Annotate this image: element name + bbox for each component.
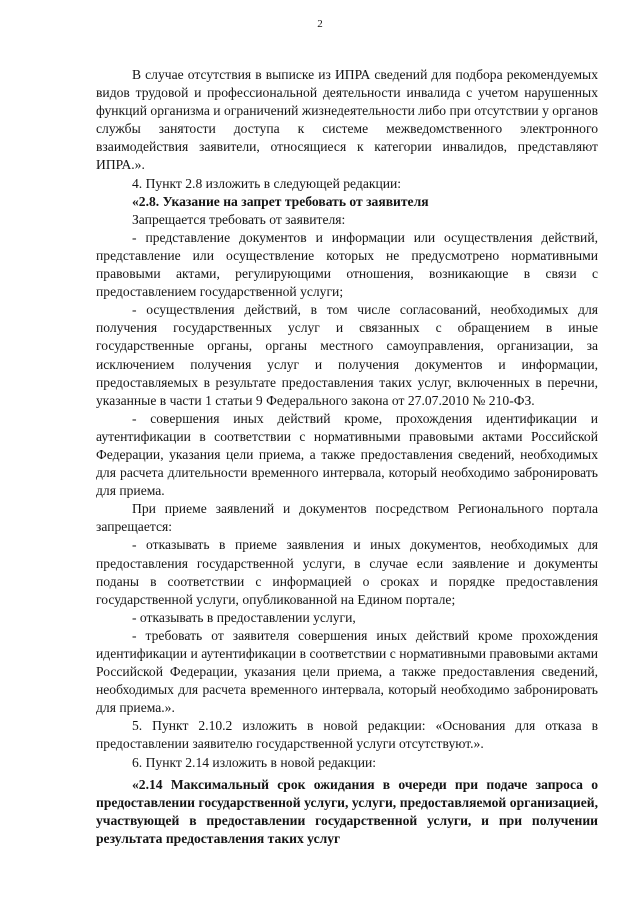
- section-heading: «2.14 Максимальный срок ожидания в очереди при подаче запроса о предоставлении государственной услуги, услуги, предоставляемой организацией, участвующей в предоставлении государственной услуги, и при получении результата предоставления таких услуг: [96, 776, 598, 846]
- page-number: 2: [317, 18, 323, 30]
- paragraph: 5. Пункт 2.10.2 изложить в новой редакции: «Основания для отказа в предоставлении заявителю государственной услуги отсутствуют.».: [96, 718, 598, 752]
- list-item: - представление документов и информации или осуществления действий, представление или осуществление которых не предусмотрено нормативными правовыми актами, регулирующими отношения, возникающие в связи с предоставлением государственной услуги;: [96, 229, 598, 300]
- paragraph: 6. Пункт 2.14 изложить в новой редакции:: [132, 754, 377, 770]
- list-item: - отказывать в предоставлении услуги,: [132, 609, 356, 625]
- paragraph: При приеме заявлений и документов посредством Регионального портала запрещается:: [96, 501, 598, 535]
- paragraph: 4. Пункт 2.8 изложить в следующей редакции:: [132, 175, 402, 191]
- list-item: - осуществления действий, в том числе согласований, необходимых для получения государственных услуг и связанных с обращением в иные государственные органы, органы местного самоуправления, организации, за исключением получения услуг и получения документов и информации, предоставляемых в результате предоставления таких услуг, включенных в перечни, указанные в части 1 статьи 9 Федерального закона от 27.07.2010 № 210-ФЗ.: [96, 302, 598, 408]
- list-item: - требовать от заявителя совершения иных действий кроме прохождения идентификации и аутентификации в соответствии с нормативными правовыми актами Российской Федерации, указания цели приема, а также предоставления сведений, необходимых для расчета временного интервала, который необходимо забронировать для приема.».: [96, 627, 598, 716]
- list-item: - отказывать в приеме заявления и иных документов, необходимых для предоставления государственной услуги, в случае если заявление и документы поданы в соответствии с информацией о сроках и порядке предоставления государственной услуги, опубликованной на Едином портале;: [96, 537, 598, 607]
- paragraph: Запрещается требовать от заявителя:: [132, 211, 346, 227]
- section-heading: «2.8. Указание на запрет требовать от заявителя: [132, 193, 429, 209]
- list-item: - совершения иных действий кроме, прохождения идентификации и аутентификации в соответствии с нормативными правовыми актами Российской Федерации, указания цели приема, а также предоставления сведений, необходимых для расчета длительности временного интервала, который необходимо забронировать для приема.: [96, 410, 598, 499]
- paragraph: В случае отсутствия в выписке из ИПРА сведений для подбора рекомендуемых видов трудовой и профессиональной деятельности инвалида с учетом нарушенных функций организма и ограничений жизнедеятельности либо при отсутствии у органов службы занятости доступа к системе межведомственного электронного взаимодействия заявители, относящиеся к категории инвалидов, представляют ИПРА.».: [96, 67, 598, 173]
- document-body: [96, 66, 598, 848]
